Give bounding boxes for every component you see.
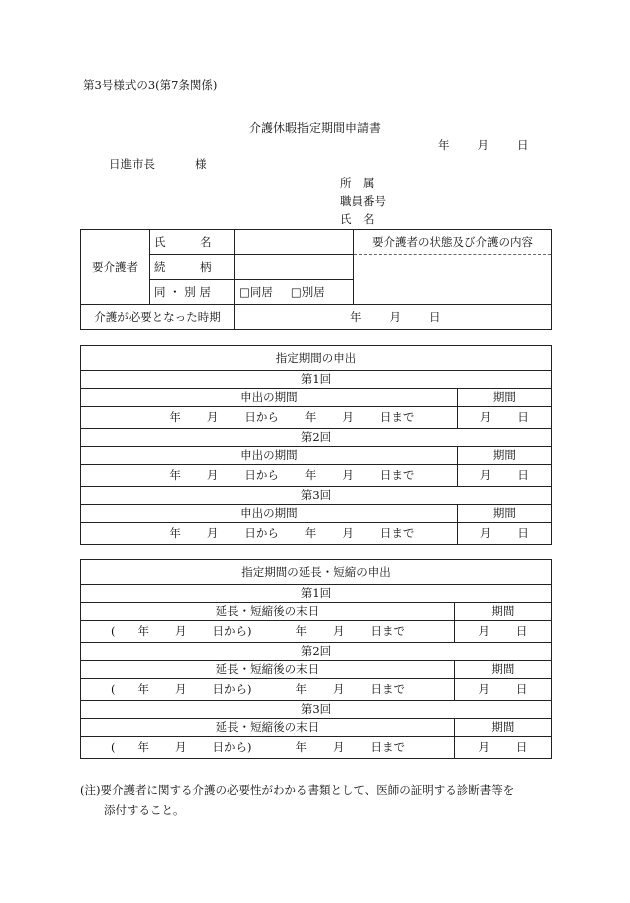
designated-header: 指定期間の申出 xyxy=(81,346,552,371)
relation-label: 続 柄 xyxy=(150,255,235,280)
cohabit-option-separate[interactable]: □別居 xyxy=(290,285,325,299)
applicant-employee-no-label: 職員番号 xyxy=(340,194,386,208)
main-column-header: 申出の期間 xyxy=(81,447,458,465)
form-number: 第3号様式の3(第7条関係) xyxy=(83,78,218,92)
round-label: 第2回 xyxy=(81,643,552,661)
main-column-header: 申出の期間 xyxy=(81,389,458,407)
addressee-name: 日進市長 xyxy=(109,157,155,171)
date-day: 日 xyxy=(517,138,529,152)
round-label: 第1回 xyxy=(81,585,552,603)
needed-time-field[interactable]: 年 月 日 xyxy=(235,305,552,330)
period-range-field[interactable]: 年 月 日から 年 月 日まで xyxy=(81,407,458,429)
period-length-field[interactable]: 月 日 xyxy=(454,621,551,643)
period-range-field[interactable]: ( 年 月 日から) 年 月 日まで xyxy=(81,737,455,759)
care-recipient-header: 要介護者 xyxy=(81,230,150,305)
designated-period-table xyxy=(80,345,552,545)
note-line-1: (注)要介護者に関する介護の必要性がわかる書類として、医師の証明する診断書等を xyxy=(80,783,515,797)
applicant-name-label: 氏 名 xyxy=(340,212,375,226)
name-field[interactable] xyxy=(235,230,354,255)
period-length-field[interactable]: 月 日 xyxy=(457,523,551,545)
cohabit-options xyxy=(235,280,354,305)
extension-period-table xyxy=(80,559,552,759)
round-label: 第3回 xyxy=(81,701,552,719)
period-column-header: 期間 xyxy=(457,505,551,523)
extension-header: 指定期間の延長・短縮の申出 xyxy=(81,560,552,585)
cohabit-option-together[interactable]: □同居 xyxy=(239,285,273,299)
date-month: 月 xyxy=(477,138,489,152)
main-column-header: 延長・短縮後の末日 xyxy=(81,719,455,737)
period-length-field[interactable]: 月 日 xyxy=(454,679,551,701)
period-length-field[interactable]: 月 日 xyxy=(454,737,551,759)
date-year: 年 xyxy=(438,138,450,152)
name-label: 氏 名 xyxy=(150,230,235,255)
period-column-header: 期間 xyxy=(457,447,551,465)
addressee-suffix: 様 xyxy=(195,157,207,171)
period-column-header: 期間 xyxy=(454,719,551,737)
round-label: 第3回 xyxy=(81,487,552,505)
period-column-header: 期間 xyxy=(454,661,551,679)
needed-time-label: 介護が必要となった時期 xyxy=(81,305,235,330)
note-line-2: 添付すること。 xyxy=(104,803,185,817)
main-column-header: 延長・短縮後の末日 xyxy=(81,603,455,621)
care-recipient-table xyxy=(80,229,552,330)
period-range-field[interactable]: ( 年 月 日から) 年 月 日まで xyxy=(81,621,455,643)
applicant-affiliation-label: 所 属 xyxy=(340,176,375,190)
main-column-header: 延長・短縮後の末日 xyxy=(81,661,455,679)
condition-field[interactable] xyxy=(354,255,552,305)
period-range-field[interactable]: ( 年 月 日から) 年 月 日まで xyxy=(81,679,455,701)
main-column-header: 申出の期間 xyxy=(81,505,458,523)
condition-header: 要介護者の状態及び介護の内容 xyxy=(354,230,552,255)
round-label: 第1回 xyxy=(81,371,552,389)
cohabit-label: 同 ・ 別 居 xyxy=(150,280,235,305)
note xyxy=(80,780,514,820)
period-column-header: 期間 xyxy=(454,603,551,621)
document-title: 介護休暇指定期間申請書 xyxy=(248,121,381,135)
period-length-field[interactable]: 月 日 xyxy=(457,465,551,487)
addressee xyxy=(109,156,207,172)
period-range-field[interactable]: 年 月 日から 年 月 日まで xyxy=(81,523,458,545)
round-label: 第2回 xyxy=(81,429,552,447)
period-length-field[interactable]: 月 日 xyxy=(457,407,551,429)
period-column-header: 期間 xyxy=(457,389,551,407)
period-range-field[interactable]: 年 月 日から 年 月 日まで xyxy=(81,465,458,487)
application-date xyxy=(438,137,529,153)
relation-field[interactable] xyxy=(235,255,354,280)
